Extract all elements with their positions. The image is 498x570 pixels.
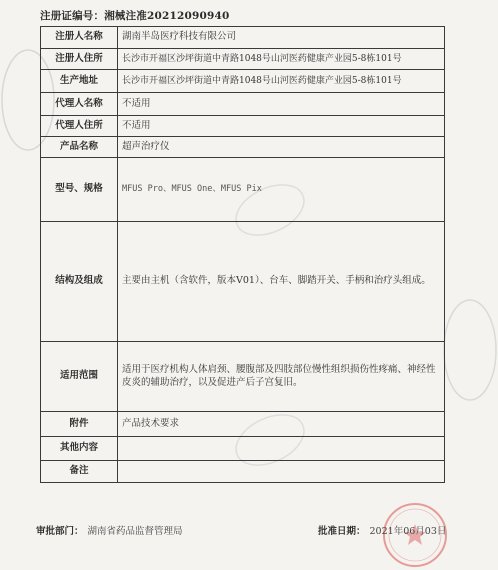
certificate-table [40,26,445,483]
table-row [41,93,445,116]
row-value: 产品技术要求 [118,412,445,437]
row-value: MFUS Pro、MFUS One、MFUS Pix [118,158,445,222]
row-label: 注册人名称 [41,27,118,49]
approval-date-label: 批准日期： [318,526,366,537]
row-value [118,461,445,483]
table-row [41,461,445,483]
approval-department-label: 审批部门： [36,526,84,537]
table-row [41,137,445,158]
table-row [41,437,445,461]
table-row [41,116,445,137]
registration-number-label: 注册证编号： [40,10,105,22]
row-value [118,437,445,461]
approval-date-value: 2021年06月03日 [369,526,447,537]
row-value: 超声治疗仪 [118,137,445,158]
approval-department [36,523,183,537]
table-row [41,412,445,437]
registration-number-value: 湘械注准20212090940 [104,10,230,22]
row-value: 长沙市开福区沙坪街道中青路1048号山河医药健康产业园5-8栋101号 [118,70,445,93]
row-label: 适用范围 [41,342,118,412]
row-label: 结构及组成 [41,222,118,342]
row-value: 适用于医疗机构人体肩颈、腰腹部及四肢部位慢性组织损伤性疼痛、神经性皮炎的辅助治疗，以及促进产后子宫复旧。 [118,342,445,412]
table-row [41,70,445,93]
row-label: 产品名称 [41,137,118,158]
row-value: 湖南半岛医疗科技有限公司 [118,27,445,49]
row-value: 不适用 [118,116,445,137]
table-row [41,158,445,222]
row-value: 长沙市开福区沙坪街道中青路1048号山河医药健康产业园5-8栋101号 [118,49,445,70]
approval-date [318,523,446,537]
table-row [41,27,445,49]
row-label: 备注 [41,461,118,483]
row-label: 其他内容 [41,437,118,461]
row-label: 生产地址 [41,70,118,93]
row-value: 不适用 [118,93,445,116]
row-label: 代理人住所 [41,116,118,137]
row-label: 型号、规格 [41,158,118,222]
row-label: 注册人住所 [41,49,118,70]
registration-number [40,8,230,23]
row-value: 主要由主机（含软件，版本V01）、台车、脚踏开关、手柄和治疗头组成。 [118,222,445,342]
table-row [41,222,445,342]
watermark-right-icon [440,290,498,410]
row-label: 代理人名称 [41,93,118,116]
row-label: 附件 [41,412,118,437]
table-row [41,342,445,412]
table-row [41,49,445,70]
approval-department-value: 湖南省药品监督管理局 [87,526,183,537]
